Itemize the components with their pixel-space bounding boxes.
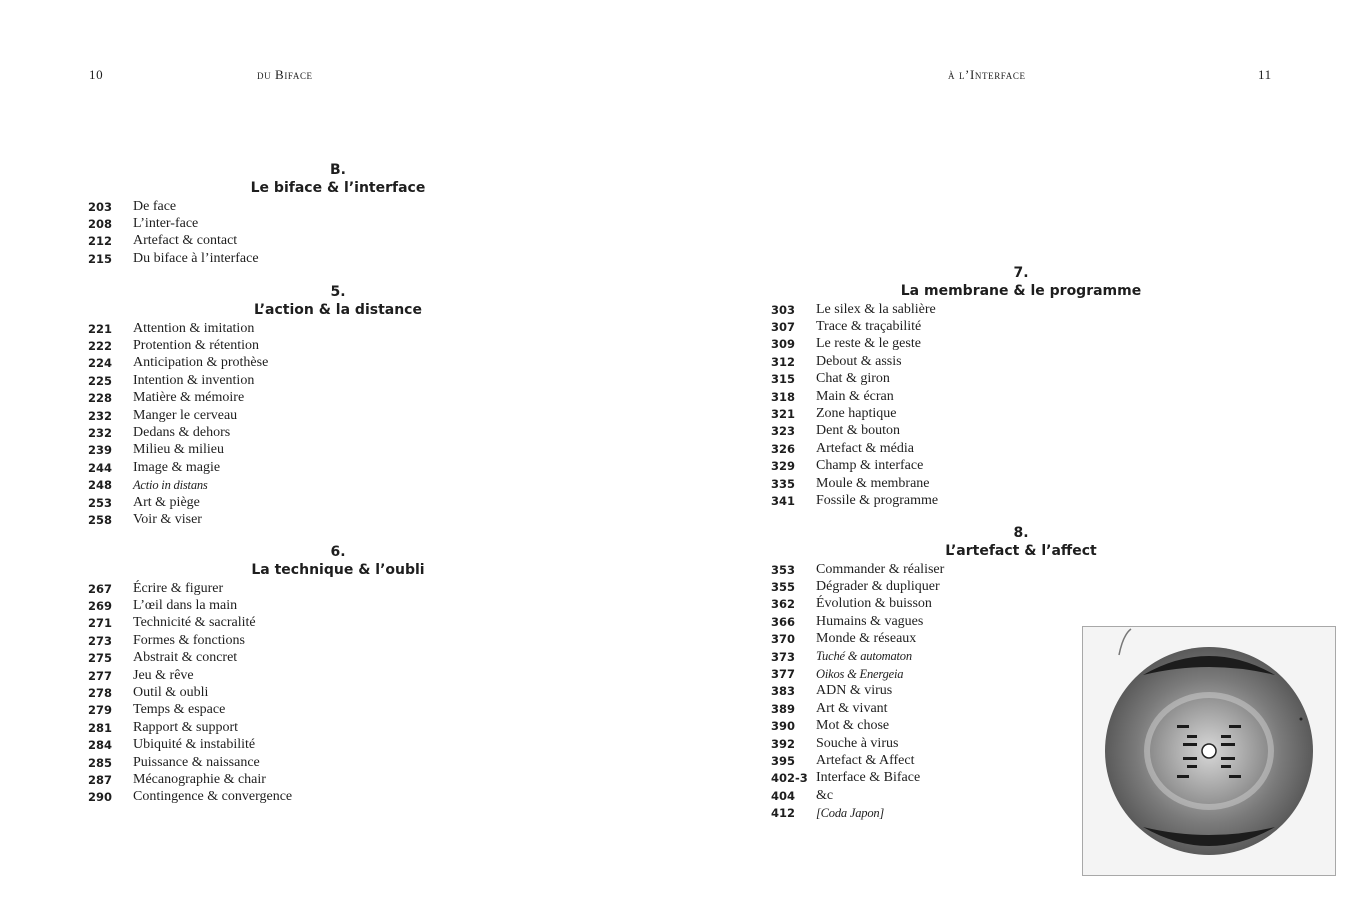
toc-entry bbox=[18, 337, 658, 354]
entry-page-number: 373 bbox=[771, 649, 796, 664]
entry-title: Voir & viser bbox=[133, 511, 202, 527]
xray-diffraction-image bbox=[1083, 627, 1335, 875]
toc-entry bbox=[18, 511, 658, 528]
entry-title: Ubiquité & instabilité bbox=[133, 737, 256, 753]
entry-page-number: 278 bbox=[88, 686, 113, 701]
toc-entry bbox=[18, 372, 658, 389]
entry-list bbox=[18, 320, 658, 529]
entry-title: Manger le cerveau bbox=[133, 407, 238, 423]
toc-entry bbox=[18, 737, 658, 754]
toc-entry bbox=[701, 578, 1341, 595]
toc-entry bbox=[18, 215, 658, 232]
entry-page-number: 389 bbox=[771, 701, 796, 716]
toc-entry bbox=[701, 405, 1341, 422]
entry-page-number: 273 bbox=[88, 633, 113, 648]
toc-entry bbox=[18, 650, 658, 667]
section-title: La membrane & le programme bbox=[900, 282, 1142, 299]
entry-page-number: 315 bbox=[771, 372, 796, 387]
entry-page-number: 355 bbox=[771, 580, 796, 595]
entry-page-number: 404 bbox=[771, 788, 796, 803]
entry-page-number: 383 bbox=[771, 684, 796, 699]
entry-title: Commander & réaliser bbox=[816, 561, 945, 577]
entry-title: Écrire & figurer bbox=[133, 580, 224, 596]
toc-entry bbox=[18, 442, 658, 459]
entry-title: Mécanographie & chair bbox=[133, 771, 266, 787]
entry-title: Artefact & contact bbox=[133, 233, 238, 249]
running-title-right: à l’Interface bbox=[948, 67, 1026, 82]
entry-page-number: 290 bbox=[88, 790, 113, 805]
entry-page-number: 232 bbox=[88, 408, 113, 423]
entry-page-number: 284 bbox=[88, 738, 113, 753]
entry-page-number: 395 bbox=[771, 753, 796, 768]
entry-title: ADN & virus bbox=[816, 683, 893, 699]
section-number: 5. bbox=[330, 284, 346, 300]
entry-title: Puissance & naissance bbox=[133, 754, 260, 770]
section-title: L’action & la distance bbox=[254, 301, 422, 318]
entry-page-number: 215 bbox=[88, 251, 113, 266]
entry-title: L’inter-face bbox=[133, 216, 199, 232]
entry-page-number: 390 bbox=[771, 719, 796, 734]
entry-page-number: 412 bbox=[771, 806, 796, 821]
entry-page-number: 239 bbox=[88, 443, 113, 458]
entry-page-number: 318 bbox=[771, 389, 796, 404]
toc-entry bbox=[18, 459, 658, 476]
entry-title: Anticipation & prothèse bbox=[133, 355, 269, 371]
entry-title: Image & magie bbox=[133, 459, 221, 475]
entry-title: Trace & traçabilité bbox=[816, 319, 922, 335]
entry-page-number: 321 bbox=[771, 407, 796, 422]
toc-entry bbox=[18, 702, 658, 719]
entry-title: Le silex & la sablière bbox=[816, 301, 936, 317]
entry-page-number: 312 bbox=[771, 354, 796, 369]
entry-title: Jeu & rêve bbox=[133, 667, 194, 683]
entry-title: Temps & espace bbox=[133, 702, 226, 718]
entry-title: L’œil dans la main bbox=[133, 598, 238, 614]
entry-title: Champ & interface bbox=[816, 458, 924, 474]
page-number-left: 10 bbox=[89, 67, 104, 82]
entry-title: Le reste & le geste bbox=[816, 336, 921, 352]
toc-entry bbox=[18, 667, 658, 684]
entry-page-number: 203 bbox=[88, 199, 113, 214]
entry-title: Technicité & sacralité bbox=[133, 615, 256, 631]
section-title: La technique & l’oubli bbox=[251, 561, 425, 578]
toc-entry bbox=[701, 561, 1341, 578]
entry-title: Fossile & programme bbox=[816, 492, 939, 508]
entry-title: Rapport & support bbox=[133, 719, 238, 735]
entry-page-number: 370 bbox=[771, 632, 796, 647]
toc-entry bbox=[701, 371, 1341, 388]
entry-title: Monde & réseaux bbox=[816, 631, 917, 647]
entry-title: Mot & chose bbox=[816, 718, 890, 734]
toc-entry bbox=[701, 492, 1341, 509]
toc-entry bbox=[18, 684, 658, 701]
entry-title: Dedans & dehors bbox=[133, 425, 231, 441]
toc-entry bbox=[18, 754, 658, 771]
entry-page-number: 335 bbox=[771, 476, 796, 491]
toc-entry bbox=[701, 423, 1341, 440]
toc-entry bbox=[701, 440, 1341, 457]
entry-page-number: 208 bbox=[88, 217, 113, 232]
entry-list bbox=[18, 198, 658, 268]
toc-entry bbox=[18, 615, 658, 632]
toc-section bbox=[18, 284, 658, 529]
entry-page-number: 366 bbox=[771, 614, 796, 629]
entry-title: Art & vivant bbox=[816, 700, 888, 716]
entry-page-number: 281 bbox=[88, 720, 113, 735]
entry-page-number: 279 bbox=[88, 703, 113, 718]
entry-page-number: 353 bbox=[771, 562, 796, 577]
entry-title: Contingence & convergence bbox=[133, 789, 293, 805]
section-title: L’artefact & l’affect bbox=[945, 542, 1097, 559]
toc-entry bbox=[701, 388, 1341, 405]
entry-page-number: 377 bbox=[771, 667, 796, 682]
toc-entry bbox=[18, 789, 658, 806]
entry-list bbox=[701, 301, 1341, 510]
entry-list bbox=[18, 580, 658, 806]
entry-page-number: 212 bbox=[88, 234, 113, 249]
entry-title: Debout & assis bbox=[816, 353, 902, 369]
entry-title: Intention & invention bbox=[133, 372, 255, 388]
entry-title: Artefact & Affect bbox=[816, 752, 915, 768]
toc-entry bbox=[18, 597, 658, 614]
toc-entry bbox=[701, 458, 1341, 475]
toc-entry bbox=[18, 477, 658, 494]
entry-title: Souche à virus bbox=[816, 735, 899, 751]
entry-title: Milieu & milieu bbox=[133, 442, 224, 458]
section-title: Le biface & l’interface bbox=[250, 179, 426, 196]
entry-page-number: 309 bbox=[771, 337, 796, 352]
entry-page-number: 392 bbox=[771, 736, 796, 751]
entry-page-number: 258 bbox=[88, 512, 113, 527]
entry-title: Zone haptique bbox=[816, 406, 897, 422]
entry-page-number: 303 bbox=[771, 302, 796, 317]
entry-title: Tuché & automaton bbox=[816, 649, 912, 664]
entry-title: Humains & vagues bbox=[816, 613, 924, 629]
toc-entry bbox=[18, 580, 658, 597]
entry-page-number: 224 bbox=[88, 356, 113, 371]
toc-entry bbox=[18, 632, 658, 649]
entry-page-number: 277 bbox=[88, 668, 113, 683]
entry-title: Dent & bouton bbox=[816, 423, 900, 439]
entry-title: Artefact & média bbox=[816, 440, 914, 456]
running-title-left: du Biface bbox=[257, 67, 313, 82]
entry-title: Oikos & Energeia bbox=[816, 666, 904, 681]
entry-title: Formes & fonctions bbox=[133, 632, 245, 648]
toc-entry bbox=[18, 233, 658, 250]
toc-entry bbox=[18, 424, 658, 441]
entry-page-number: 225 bbox=[88, 373, 113, 388]
entry-page-number: 402-3 bbox=[771, 771, 808, 786]
toc-entry bbox=[18, 407, 658, 424]
toc-entry bbox=[701, 475, 1341, 492]
toc-entry bbox=[701, 336, 1341, 353]
entry-title: Interface & Biface bbox=[816, 770, 921, 786]
diffraction-photograph bbox=[1082, 626, 1336, 876]
toc-entry bbox=[18, 771, 658, 788]
entry-title: Dégrader & dupliquer bbox=[816, 579, 940, 595]
entry-page-number: 271 bbox=[88, 616, 113, 631]
entry-page-number: 362 bbox=[771, 597, 796, 612]
entry-title: Art & piège bbox=[133, 494, 200, 510]
entry-title: Abstrait & concret bbox=[133, 650, 238, 666]
toc-entry bbox=[18, 250, 658, 267]
toc-entry bbox=[18, 390, 658, 407]
entry-page-number: 307 bbox=[771, 320, 796, 335]
section-number: 8. bbox=[1013, 525, 1029, 541]
entry-page-number: 244 bbox=[88, 460, 113, 475]
entry-page-number: 267 bbox=[88, 581, 113, 596]
toc-section bbox=[701, 265, 1341, 510]
section-number: 6. bbox=[330, 544, 346, 560]
entry-title: Actio in distans bbox=[133, 477, 208, 492]
section-number: 7. bbox=[1013, 265, 1029, 281]
toc-entry bbox=[18, 198, 658, 215]
entry-page-number: 221 bbox=[88, 321, 113, 336]
entry-title: Protention & rétention bbox=[133, 338, 259, 354]
entry-title: Évolution & buisson bbox=[816, 596, 932, 612]
entry-page-number: 269 bbox=[88, 599, 113, 614]
entry-page-number: 248 bbox=[88, 478, 113, 493]
toc-entry bbox=[701, 301, 1341, 318]
toc-entry bbox=[18, 719, 658, 736]
entry-title: Du biface à l’interface bbox=[133, 250, 259, 266]
entry-title: &c bbox=[816, 787, 834, 803]
entry-title: Attention & imitation bbox=[133, 320, 255, 336]
entry-page-number: 323 bbox=[771, 424, 796, 439]
entry-page-number: 275 bbox=[88, 651, 113, 666]
entry-page-number: 285 bbox=[88, 755, 113, 770]
entry-page-number: 329 bbox=[771, 459, 796, 474]
toc-section bbox=[18, 162, 658, 268]
entry-page-number: 253 bbox=[88, 495, 113, 510]
entry-title: Matière & mémoire bbox=[133, 390, 245, 406]
toc-entry bbox=[701, 353, 1341, 370]
toc-entry bbox=[18, 494, 658, 511]
entry-page-number: 228 bbox=[88, 391, 113, 406]
entry-page-number: 287 bbox=[88, 772, 113, 787]
entry-page-number: 326 bbox=[771, 441, 796, 456]
entry-title: De face bbox=[133, 198, 177, 214]
section-number: B. bbox=[330, 162, 346, 178]
entry-title: [Coda Japon] bbox=[816, 805, 885, 820]
entry-title: Outil & oubli bbox=[133, 685, 209, 701]
entry-title: Moule & membrane bbox=[816, 475, 930, 491]
toc-entry bbox=[701, 596, 1341, 613]
toc-entry bbox=[18, 355, 658, 372]
toc-section bbox=[18, 544, 658, 806]
entry-title: Main & écran bbox=[816, 388, 894, 404]
toc-entry bbox=[18, 320, 658, 337]
page-number-right: 11 bbox=[1258, 67, 1272, 82]
entry-page-number: 341 bbox=[771, 493, 796, 508]
entry-page-number: 222 bbox=[88, 339, 113, 354]
entry-title: Chat & giron bbox=[816, 371, 890, 387]
toc-entry bbox=[701, 318, 1341, 335]
entry-page-number: 232 bbox=[88, 426, 113, 441]
